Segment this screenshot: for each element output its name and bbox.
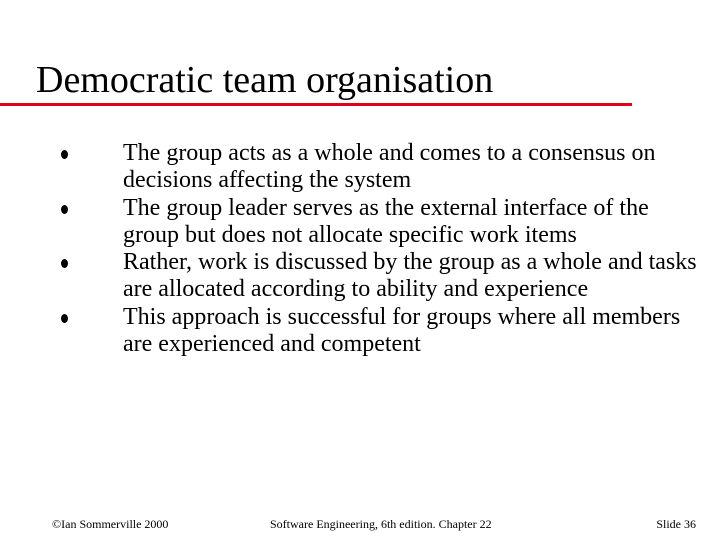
- bullet-item: [52, 304, 702, 359]
- bullet-dot-icon: [61, 314, 68, 323]
- slide-title: Democratic team organisation: [36, 59, 494, 101]
- bullet-list: [52, 140, 702, 358]
- bullet-text: The group acts as a whole and comes to a consensus on decisions affecting the system: [123, 140, 656, 194]
- bullet-item: [52, 140, 702, 195]
- bullet-item: [52, 195, 702, 250]
- bullet-dot-icon: [61, 205, 68, 214]
- footer-book-reference: Software Engineering, 6th edition. Chapter 22: [270, 517, 492, 531]
- bullet-dot-icon: [61, 150, 68, 159]
- footer-slide-number: Slide 36: [656, 517, 696, 531]
- bullet-text: This approach is successful for groups where all members are experienced and competent: [123, 303, 681, 358]
- bullet-text: The group leader serves as the external interface of the group but does not allocate specific work items: [123, 194, 649, 248]
- footer-copyright: ©Ian Sommerville 2000: [52, 517, 169, 531]
- bullet-text: Rather, work is discussed by the group as a whole and tasks are allocated according to ability and experience: [123, 249, 697, 303]
- title-underline-rule: [0, 103, 632, 106]
- bullet-item: [52, 249, 702, 304]
- bullet-dot-icon: [61, 259, 68, 268]
